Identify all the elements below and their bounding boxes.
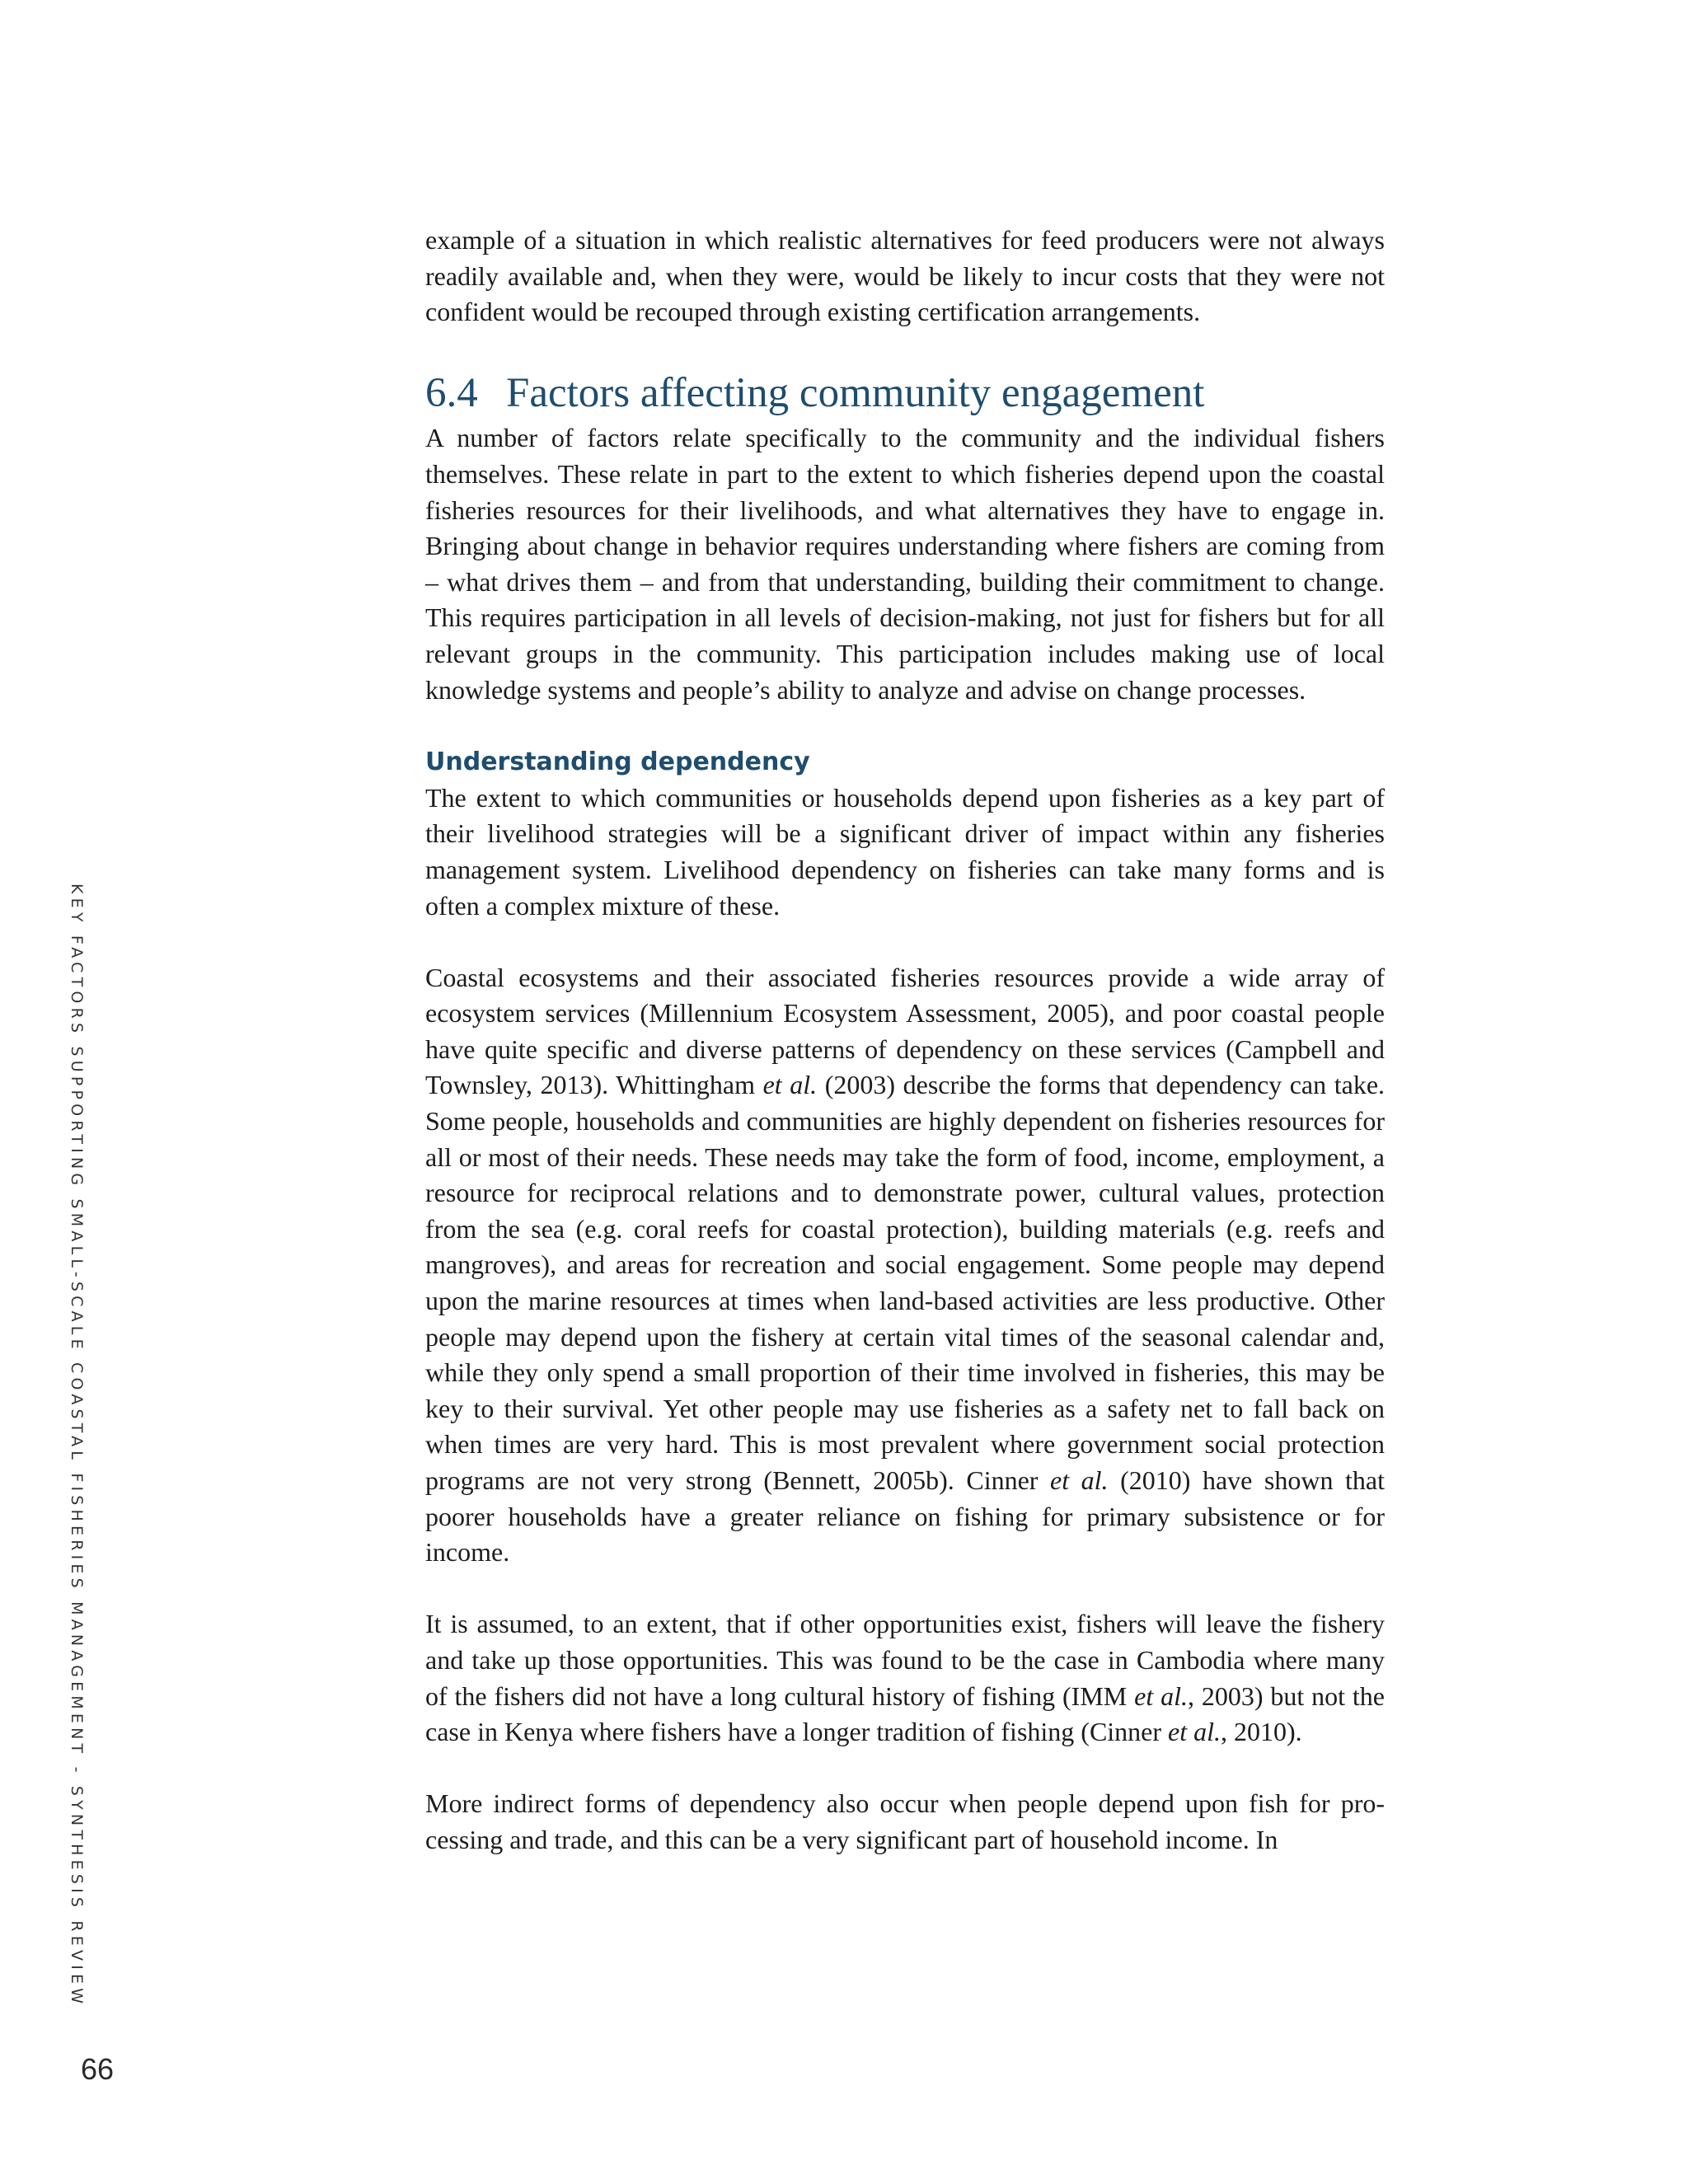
section-heading xyxy=(425,366,1385,420)
text-run: , 2003) but not the case in Kenya where fishers have a longer tradition of fishing (Cinner xyxy=(425,1680,1385,1747)
text-run: (2003) describe the forms that dependency can take. Some people, households and communities are highly dependent on fisheries resources for all or most of their needs. These needs may take the form of food, income, employment, a resource for reciprocal relations and to demonstrate power, cultural values, protection from the sea (e.g. coral reefs for coastal protection), building materials (e.g. reefs and mangroves), and areas for recreation and social engagement. Some people may depend upon the marine resources at times when land-based activities are less productive. Other people may depend upon the fishery at certain vital times of the seasonal calendar and, while they only spend a small proportion of their time involved in fisheries, this may be key to their survival. Yet other people may use fisheries as a safety net to fall back on when times are very hard. This is most prevalent where government social protection programs are not very strong (Bennett, 2005b). Cinner xyxy=(425,1070,1386,1495)
intro-paragraph: example of a situation in which realistic alternatives for feed producers were not always readily available and, when they were, would be likely to incur costs that they were not confident would be recouped through existing certification arrangements. xyxy=(425,225,1385,327)
section-number: 6.4 xyxy=(425,370,478,417)
text-run: It is assumed, to an extent, that if other opportunities exist, fishers will leave the fishery and take up those opportunities. This was found to be the case in Cambodia where many of the fishers did not have a long cultural history of fishing (IMM xyxy=(425,1609,1385,1711)
dependency-paragraph-3 xyxy=(425,1606,1385,1750)
section-title: Factors affecting community engagement xyxy=(506,370,1205,417)
running-side-title: KEY FACTORS SUPPORTING SMALL-SCALE COASTAL FISHERIES MANAGEMENT - SYNTHESIS REVIEW xyxy=(68,883,86,2008)
text-run: , 2010). xyxy=(1221,1717,1302,1747)
page-body xyxy=(425,223,1385,1858)
italic-run: et al. xyxy=(1050,1465,1109,1495)
italic-run: et al. xyxy=(762,1070,818,1100)
text-run: Coastal ecosystems and their associated fisheries resources provide a wide array of ecosystem services (Millennium Ecosystem Assessment, 2005), and poor coastal people have quite specific and diverse patterns of dependency on these services (Campbell and Townsley, 2013). Whittingham xyxy=(425,962,1385,1100)
dependency-paragraph-4: More indirect forms of dependency also occur when people depend upon fish for processing and trade, and this can be a very significant part of household income. In xyxy=(425,1788,1385,1854)
text-run: (2010) have shown that poorer households have a greater reliance on fishing for primary subsistence or for income. xyxy=(425,1465,1386,1568)
dependency-paragraph-2 xyxy=(425,960,1385,1571)
dependency-paragraph-1: The extent to which communities or households depend upon fisheries as a key part of their livelihood strategies will be a significant driver of impact within any fisheries management system. Livelihood dependency on fisheries can take many forms and is often a complex mixture of these. xyxy=(425,782,1385,921)
italic-run: et al. xyxy=(1168,1717,1221,1747)
page-number: 66 xyxy=(81,2052,115,2086)
section-paragraph: A number of factors relate specifically to the community and the individual fishers themselves. These relate in part to the extent to which fisheries depend upon the coastal fisheries resources for their livelihoods, and what alternatives they have to engage in. Bringing about change in behavior requires understanding where fishers are coming from – what drives them – and from that understanding, building their commitment to change. This requires participation in all levels of decision-making, not just for fishers but for all relevant groups in the community. This participation includes making use of local knowledge systems and people’s ability to analyze and advise on change processes. xyxy=(425,423,1385,705)
italic-run: et al. xyxy=(1134,1680,1188,1711)
subsection-heading: Understanding dependency xyxy=(425,747,810,776)
